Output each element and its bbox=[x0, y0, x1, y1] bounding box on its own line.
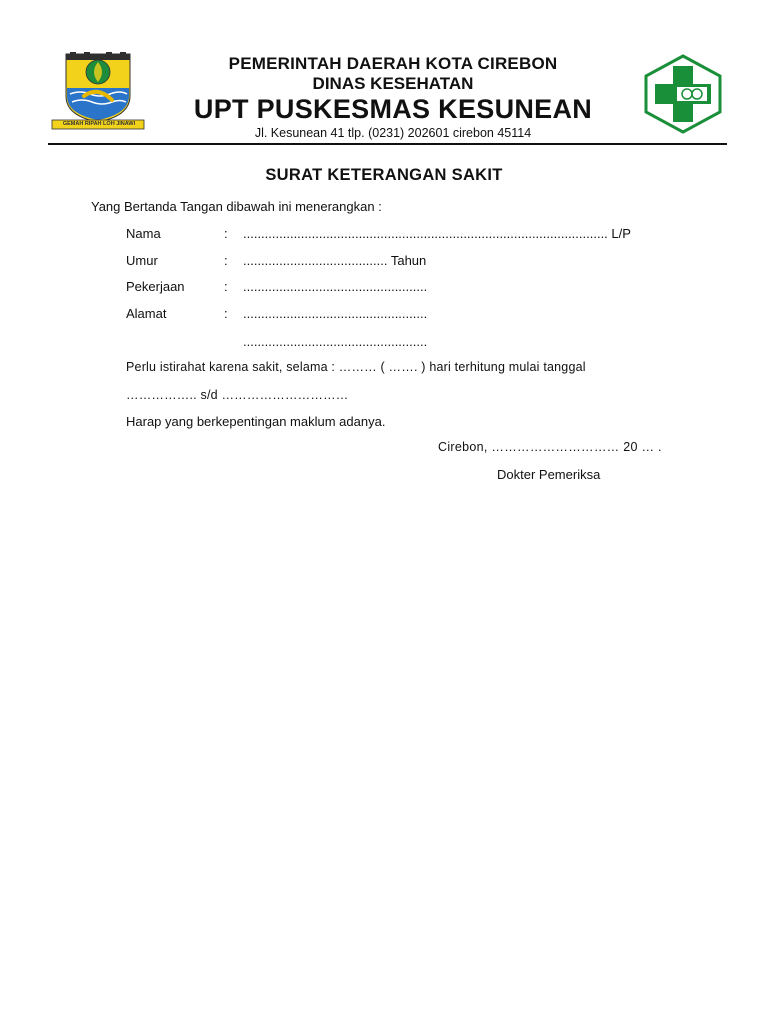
field-label: Nama bbox=[126, 226, 161, 241]
field-blank: ..................................................................................................... L/P bbox=[243, 226, 631, 241]
letterhead-divider bbox=[48, 143, 727, 145]
signature-place-date: Cirebon, ………………………… 20 … . bbox=[438, 440, 662, 454]
rest-date-range-line: …………….. s/d ………………………… bbox=[126, 388, 349, 402]
emblem-motto: GEMAH RIPAH LOH JINAWI bbox=[62, 121, 136, 127]
document-title: SURAT KETERANGAN SAKIT bbox=[265, 166, 503, 184]
field-label: Alamat bbox=[126, 306, 167, 321]
institution-name: UPT PUSKESMAS KESUNEAN bbox=[193, 94, 593, 124]
closing-statement: Harap yang berkepentingan maklum adanya. bbox=[126, 414, 386, 429]
government-name: PEMERINTAH DAERAH KOTA CIREBON bbox=[228, 54, 558, 73]
field-blank: ................................................... bbox=[243, 334, 428, 349]
field-label: Umur bbox=[126, 253, 158, 268]
signatory-role: Dokter Pemeriksa bbox=[497, 467, 601, 482]
field-colon: : bbox=[224, 306, 228, 321]
puskesmas-logo bbox=[644, 54, 722, 134]
cirebon-emblem-logo bbox=[50, 50, 146, 132]
field-blank: ................................................... bbox=[243, 279, 428, 294]
field-label: Pekerjaan bbox=[126, 279, 185, 294]
institution-address: Jl. Kesunean 41 tlp. (0231) 202601 cirebon 45114 bbox=[254, 126, 532, 140]
department-name: DINAS KESEHATAN bbox=[312, 74, 474, 93]
field-blank: ........................................ Tahun bbox=[243, 253, 427, 268]
letterhead bbox=[160, 54, 626, 141]
field-colon: : bbox=[224, 279, 228, 294]
field-colon: : bbox=[224, 226, 228, 241]
field-blank: ................................................... bbox=[243, 306, 428, 321]
rest-period-line: Perlu istirahat karena sakit, selama : ……… ( ……. ) hari terhitung mulai tanggal bbox=[126, 360, 586, 374]
field-colon: : bbox=[224, 253, 228, 268]
intro-statement: Yang Bertanda Tangan dibawah ini menerangkan : bbox=[91, 199, 382, 214]
